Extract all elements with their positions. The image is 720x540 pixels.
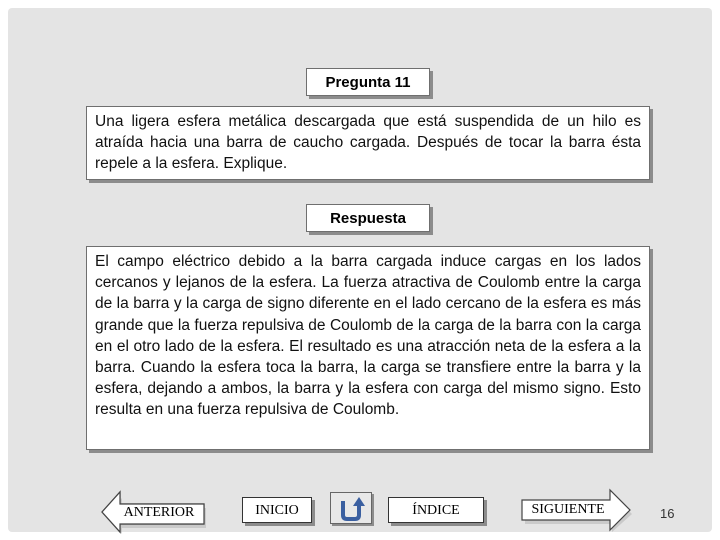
slide <box>8 8 712 532</box>
return-arrow-icon <box>331 493 371 523</box>
previous-label: ANTERIOR <box>123 505 195 520</box>
page-number: 16 <box>660 506 675 521</box>
answer-text: El campo eléctrico debido a la barra cargada induce cargas en los lados cercanos y lejanos de la esfera. La fuerza atractiva de Coulomb entre la carga de la barra y la carga de signo diferente en el lado cercano de la esfera es más grande que la fuerza repulsiva de Coulomb de la carga de la barra con la carga en el otro lado de la esfera. El resultado es una atracción neta de la esfera a la barra. Cuando la esfera toca la barra, la carga se transfiere entre la barra y la esfera, dejando a ambos, la barra y la esfera con carga del mismo signo. Esto resulta en una fuerza repulsiva de Coulomb. <box>86 246 650 450</box>
next-label: SIGUIENTE <box>531 502 605 517</box>
next-button[interactable] <box>520 488 632 532</box>
question-title: Pregunta 11 <box>306 68 430 96</box>
home-button[interactable]: INICIO <box>242 497 312 523</box>
question-text: Una ligera esfera metálica descargada que está suspendida de un hilo es atraída hacia una barra de caucho cargada. Después de tocar la barra ésta repele a la esfera. Explique. <box>86 106 650 180</box>
answer-title: Respuesta <box>306 204 430 232</box>
return-button[interactable] <box>330 492 372 524</box>
index-button[interactable]: ÍNDICE <box>388 497 484 523</box>
previous-button[interactable] <box>100 490 206 534</box>
